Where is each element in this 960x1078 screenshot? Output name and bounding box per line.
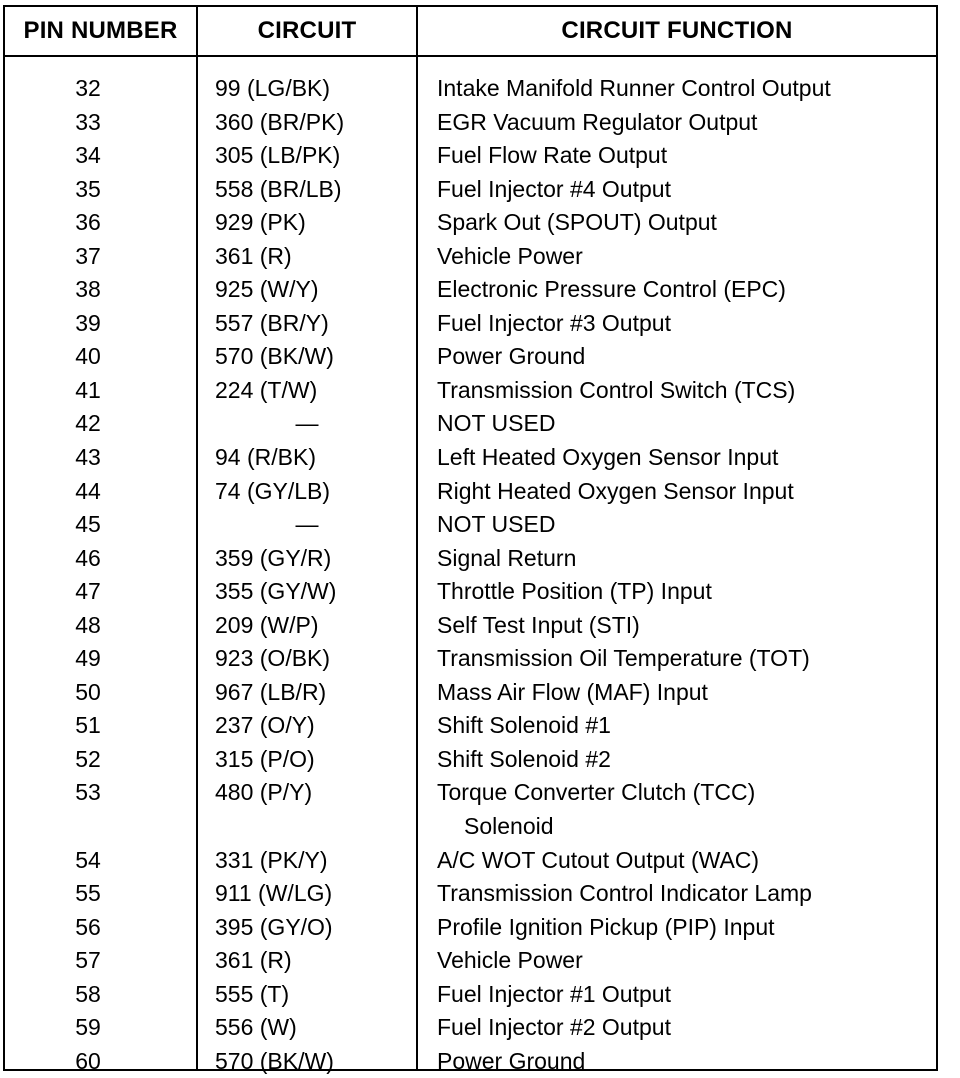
circuit-cell: 361 (R): [215, 947, 292, 974]
circuit-cell: 911 (W/LG): [215, 880, 333, 907]
pin-number-cell: 58: [75, 980, 101, 1007]
circuit-cell: 556 (W): [215, 1014, 297, 1041]
circuit-function-text: Transmission Control Indicator Lamp: [437, 880, 812, 907]
table-row: [5, 173, 936, 207]
circuit-function-cell: [437, 776, 755, 843]
circuit-function-cell: [437, 575, 712, 609]
circuit-function-text: Vehicle Power: [437, 242, 583, 269]
table-row: [5, 475, 936, 509]
circuit-function-cell: [437, 542, 576, 576]
pin-number-cell: 43: [75, 444, 101, 471]
pin-number-cell: 54: [75, 846, 101, 873]
circuit-function-text: Transmission Control Switch (TCS): [437, 376, 796, 403]
pin-number-cell: 60: [75, 1047, 101, 1074]
circuit-function-cell: [437, 273, 786, 307]
table-row: [5, 1011, 936, 1045]
circuit-function-text: Spark Out (SPOUT) Output: [437, 209, 717, 236]
circuit-function-cell: [437, 978, 671, 1012]
pin-number-cell: 47: [75, 578, 101, 605]
table-row: [5, 407, 936, 441]
table-row: [5, 844, 936, 878]
pin-number-cell: 53: [75, 779, 101, 806]
circuit-function-cell: [437, 1011, 671, 1045]
circuit-function-cell: [437, 743, 611, 777]
table-row: [5, 944, 936, 978]
circuit-function-text: Fuel Injector #2 Output: [437, 1014, 671, 1041]
table-row: [5, 374, 936, 408]
pin-number-cell: 38: [75, 276, 101, 303]
table-row: [5, 776, 936, 843]
table-row: [5, 1045, 936, 1078]
circuit-cell: 331 (PK/Y): [215, 846, 328, 873]
circuit-function-text: Fuel Injector #4 Output: [437, 175, 671, 202]
circuit-function-cell: [437, 340, 585, 374]
circuit-function-cell: [437, 944, 583, 978]
pin-number-cell: 32: [75, 75, 101, 101]
circuit-cell: 315 (P/O): [215, 745, 315, 772]
circuit-function-text: Self Test Input (STI): [437, 611, 640, 638]
table-row: [5, 139, 936, 173]
table-row: [5, 609, 936, 643]
circuit-cell: 94 (R/BK): [215, 444, 316, 471]
circuit-function-text: Intake Manifold Runner Control Output: [437, 75, 831, 101]
pin-number-cell: 57: [75, 947, 101, 974]
table-row: [5, 206, 936, 240]
circuit-function-text: A/C WOT Cutout Output (WAC): [437, 846, 760, 873]
table-row: [5, 441, 936, 475]
circuit-function-text: Signal Return: [437, 544, 577, 571]
circuit-cell: 74 (GY/LB): [215, 477, 331, 504]
circuit-cell: 359 (GY/R): [215, 544, 332, 571]
table-row: [5, 307, 936, 341]
circuit-cell: 557 (BR/Y): [215, 309, 329, 336]
circuit-function-text: Fuel Injector #3 Output: [437, 309, 671, 336]
pin-number-cell: 55: [75, 880, 101, 907]
circuit-cell: 967 (LB/R): [215, 678, 327, 705]
table-row: [5, 911, 936, 945]
header-pin-number: PIN NUMBER: [23, 17, 178, 44]
circuit-cell: 570 (BK/W): [215, 343, 334, 370]
circuit-cell: 99 (LG/BK): [215, 75, 331, 101]
circuit-function-text: EGR Vacuum Regulator Output: [437, 108, 758, 135]
circuit-cell: 237 (O/Y): [215, 712, 315, 739]
circuit-function-text: Power Ground: [437, 1047, 586, 1074]
table-row: [5, 709, 936, 743]
pin-number-cell: 49: [75, 645, 101, 672]
pin-number-cell: 48: [75, 611, 101, 638]
circuit-cell: 209 (W/P): [215, 611, 319, 638]
pin-number-cell: 50: [75, 678, 101, 705]
circuit-function-text: Fuel Injector #1 Output: [437, 980, 671, 1007]
header-circuit-function: CIRCUIT FUNCTION: [561, 17, 793, 44]
circuit-function-text: Throttle Position (TP) Input: [437, 578, 712, 605]
circuit-cell: 395 (GY/O): [215, 913, 333, 940]
table-body: [5, 72, 936, 1078]
circuit-function-cell: [437, 1045, 585, 1078]
circuit-function-text: Shift Solenoid #2: [437, 745, 611, 772]
pin-number-cell: 33: [75, 108, 101, 135]
circuit-function-text: Electronic Pressure Control (EPC): [437, 276, 786, 303]
circuit-function-cell: [437, 475, 794, 509]
circuit-function-text: Power Ground: [437, 343, 586, 370]
circuit-function-text: NOT USED: [437, 511, 556, 538]
circuit-function-cell: [437, 72, 831, 106]
pin-number-cell: 34: [75, 142, 101, 169]
circuit-cell: 355 (GY/W): [215, 578, 337, 605]
table-header-row: [5, 7, 936, 57]
pin-number-cell: 35: [75, 175, 101, 202]
circuit-function-cell: [437, 911, 775, 945]
circuit-function-text: Shift Solenoid #1: [437, 712, 611, 739]
pin-number-cell: 37: [75, 242, 101, 269]
table-row: [5, 508, 936, 542]
circuit-function-text: NOT USED: [437, 410, 556, 437]
circuit-function-text: Mass Air Flow (MAF) Input: [437, 678, 708, 705]
circuit-function-continuation: Solenoid: [464, 813, 554, 840]
header-circuit: CIRCUIT: [257, 17, 357, 44]
table-row: [5, 575, 936, 609]
circuit-function-cell: [437, 206, 717, 240]
table-row: [5, 106, 936, 140]
table-row: [5, 676, 936, 710]
table-row: [5, 340, 936, 374]
circuit-function-cell: [437, 240, 583, 274]
circuit-cell: —: [295, 410, 319, 437]
table-row: [5, 542, 936, 576]
table-row: [5, 642, 936, 676]
circuit-function-text: Transmission Oil Temperature (TOT): [437, 645, 810, 672]
circuit-cell: 305 (LB/PK): [215, 142, 341, 169]
pin-number-cell: 41: [75, 376, 101, 403]
pin-number-cell: 46: [75, 544, 101, 571]
circuit-function-text: Profile Ignition Pickup (PIP) Input: [437, 913, 775, 940]
pin-number-cell: 52: [75, 745, 101, 772]
circuit-function-cell: [437, 844, 759, 878]
circuit-function-cell: [437, 139, 667, 173]
pin-number-cell: 51: [75, 712, 101, 739]
pin-number-cell: 59: [75, 1014, 101, 1041]
circuit-function-cell: [437, 676, 708, 710]
circuit-function-cell: [437, 307, 671, 341]
circuit-function-text: Left Heated Oxygen Sensor Input: [437, 444, 779, 471]
circuit-cell: 558 (BR/LB): [215, 175, 342, 202]
circuit-function-text: Right Heated Oxygen Sensor Input: [437, 477, 794, 504]
circuit-cell: 929 (PK): [215, 209, 306, 236]
table-row: [5, 877, 936, 911]
circuit-function-cell: [437, 407, 555, 441]
circuit-function-cell: [437, 441, 778, 475]
circuit-function-cell: [437, 374, 795, 408]
circuit-cell: 570 (BK/W): [215, 1047, 334, 1074]
pinout-table: [3, 5, 938, 1074]
pin-number-cell: 45: [75, 511, 101, 538]
circuit-cell: 555 (T): [215, 980, 290, 1007]
table-row: [5, 273, 936, 307]
circuit-cell: 480 (P/Y): [215, 779, 313, 806]
circuit-function-text: Torque Converter Clutch (TCC): [437, 779, 756, 806]
circuit-function-cell: [437, 173, 671, 207]
circuit-function-cell: [437, 709, 611, 743]
circuit-function-text: Fuel Flow Rate Output: [437, 142, 668, 169]
circuit-function-cell: [437, 508, 555, 542]
circuit-function-cell: [437, 106, 757, 140]
circuit-function-cell: [437, 877, 812, 911]
circuit-cell: 360 (BR/PK): [215, 108, 345, 135]
circuit-cell: 224 (T/W): [215, 376, 318, 403]
circuit-cell: 923 (O/BK): [215, 645, 331, 672]
table-row: [5, 978, 936, 1012]
pin-number-cell: 42: [75, 410, 101, 437]
circuit-cell: 925 (W/Y): [215, 276, 319, 303]
pin-number-cell: 44: [75, 477, 101, 504]
table-row: [5, 743, 936, 777]
pin-number-cell: 39: [75, 309, 101, 336]
table-row: [5, 240, 936, 274]
table-row: [5, 72, 936, 106]
pin-number-cell: 56: [75, 913, 101, 940]
circuit-cell: 361 (R): [215, 242, 292, 269]
circuit-function-cell: [437, 642, 810, 676]
pin-number-cell: 40: [75, 343, 101, 370]
pin-number-cell: 36: [75, 209, 101, 236]
circuit-function-cell: [437, 609, 640, 643]
circuit-cell: —: [295, 511, 319, 538]
circuit-function-text: Vehicle Power: [437, 947, 583, 974]
